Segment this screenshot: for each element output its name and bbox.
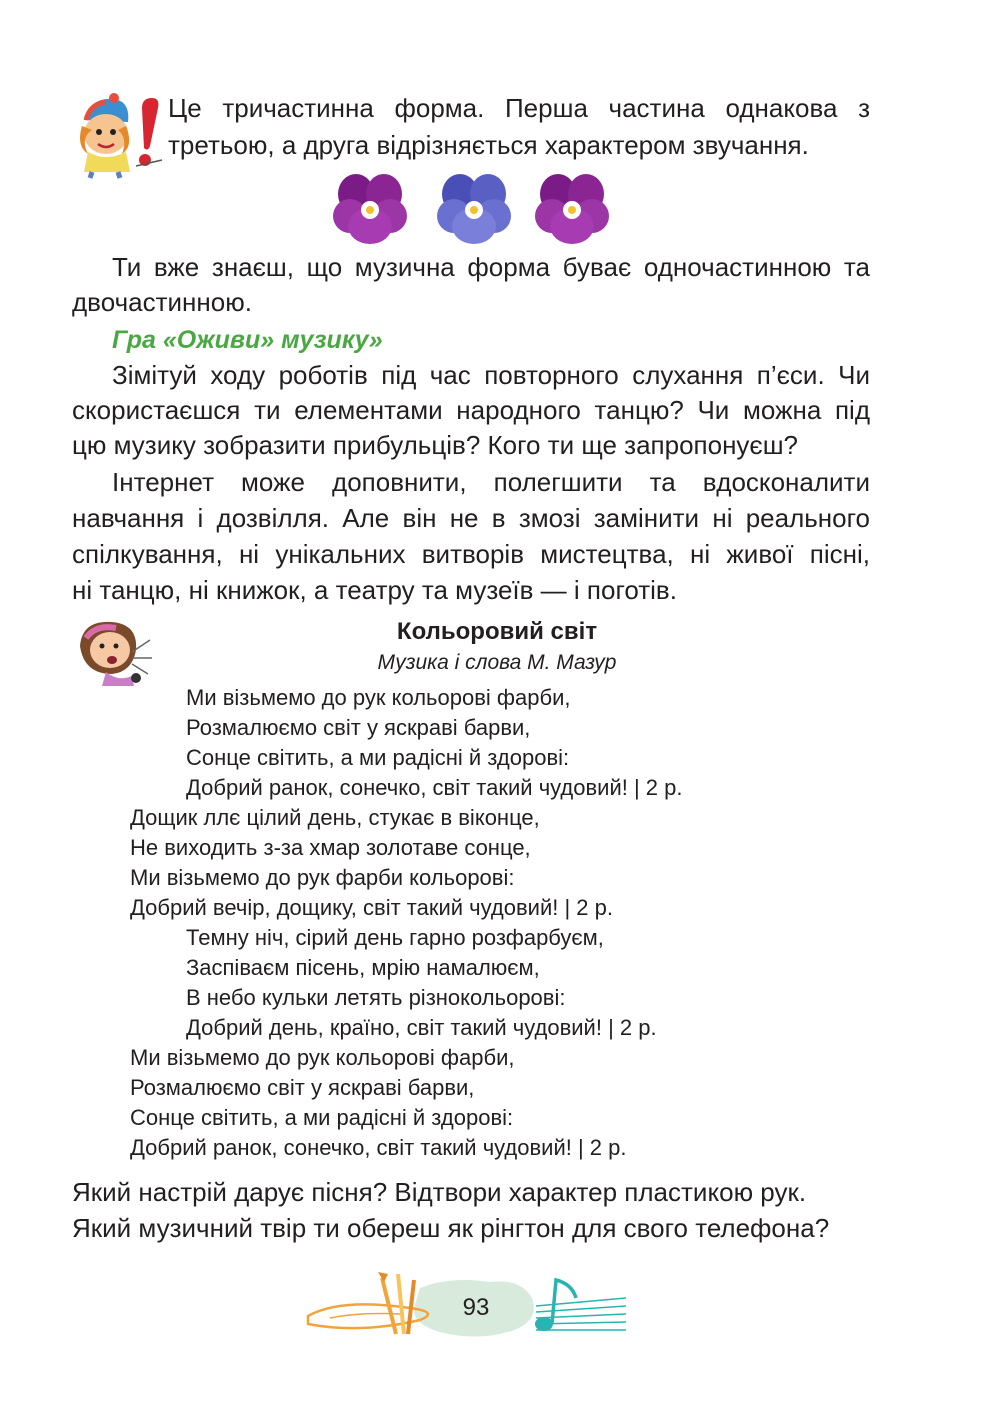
intro-line-1: Це тричастинна форма. Перша частина однакова з: [168, 93, 870, 123]
song-line: Не виходить з-за хмар золотаве сонце,: [130, 835, 531, 860]
music-notes-icon: [535, 1280, 626, 1331]
song-line: Темну ніч, сірий день гарно розфарбуєм,: [186, 925, 604, 950]
game-title: Гра «Оживи» музику»: [112, 326, 383, 354]
song-line: Добрий ранок, сонечко, світ такий чудовий! | 2 р.: [130, 1135, 627, 1160]
game-line-1: Зімітуй ходу роботів під час повторного слухання п’єси. Чи: [112, 360, 870, 390]
internet-line-3: спілкування, ні унікальних витворів мистецтва, ні живої пісні,: [72, 539, 870, 569]
pansy-flower-icon: [535, 174, 609, 244]
song-line: Дощик ллє цілий день, стукає в віконце,: [130, 805, 540, 830]
pansy-flower-icon: [333, 174, 407, 244]
page-number: 93: [462, 1294, 490, 1321]
exclamation-icon: [132, 96, 166, 174]
song-line: Заспіваєм пісень, мрію намалюєм,: [186, 955, 540, 980]
question-line-1: Який настрій дарує пісня? Відтвори характер пластикою рук.: [72, 1177, 807, 1207]
song-line: Ми візьмемо до рук фарби кольорові:: [130, 865, 515, 890]
game-line-3: цю музику зобразити прибульців? Кого ти ще запропонуєш?: [72, 430, 799, 460]
forms-line-1: Ти вже знаєш, що музична форма буває одночастинною та: [112, 252, 870, 282]
question-line-2: Який музичний твір ти обереш як рінгтон для свого телефона?: [72, 1213, 830, 1243]
flowers-decoration: [332, 166, 622, 248]
internet-line-2: навчання і дозвілля. Але він не в змозі замінити ні реального: [72, 503, 870, 533]
internet-line-4: ні танцю, ні книжок, а театру та музеїв — і поготів.: [72, 575, 677, 605]
intro-line-2: третьою, а друга відрізняється характером звучання.: [168, 130, 809, 160]
song-line: Добрий ранок, сонечко, світ такий чудовий! | 2 р.: [186, 775, 683, 800]
song-line: Розмалюємо світ у яскраві барви,: [130, 1075, 475, 1100]
song-line: Сонце світить, а ми радісні й здорові:: [186, 745, 570, 770]
song-line: Добрий день, країно, світ такий чудовий! | 2 р.: [186, 1015, 657, 1040]
song-title: Кольоровий світ: [396, 618, 598, 645]
song-line: Сонце світить, а ми радісні й здорові:: [130, 1105, 514, 1130]
internet-line-1: Інтернет може доповнити, полегшити та вдосконалити: [112, 467, 870, 497]
song-author: Музика і слова М. Мазур: [377, 651, 617, 674]
song-line: Розмалюємо світ у яскраві барви,: [186, 715, 531, 740]
pansy-flower-icon: [437, 174, 511, 244]
song-line: Добрий вечір, дощику, світ такий чудовий! | 2 р.: [130, 895, 613, 920]
song-line: Ми візьмемо до рук кольорові фарби,: [186, 685, 571, 710]
game-line-2: скористаєшся ти елементами народного танцю? Чи можна під: [72, 395, 870, 425]
song-line: В небо кульки летять різнокольорові:: [186, 985, 566, 1010]
girl-singing-icon: [72, 616, 168, 688]
forms-line-2: двочастинною.: [72, 287, 252, 317]
song-line: Ми візьмемо до рук кольорові фарби,: [130, 1045, 515, 1070]
